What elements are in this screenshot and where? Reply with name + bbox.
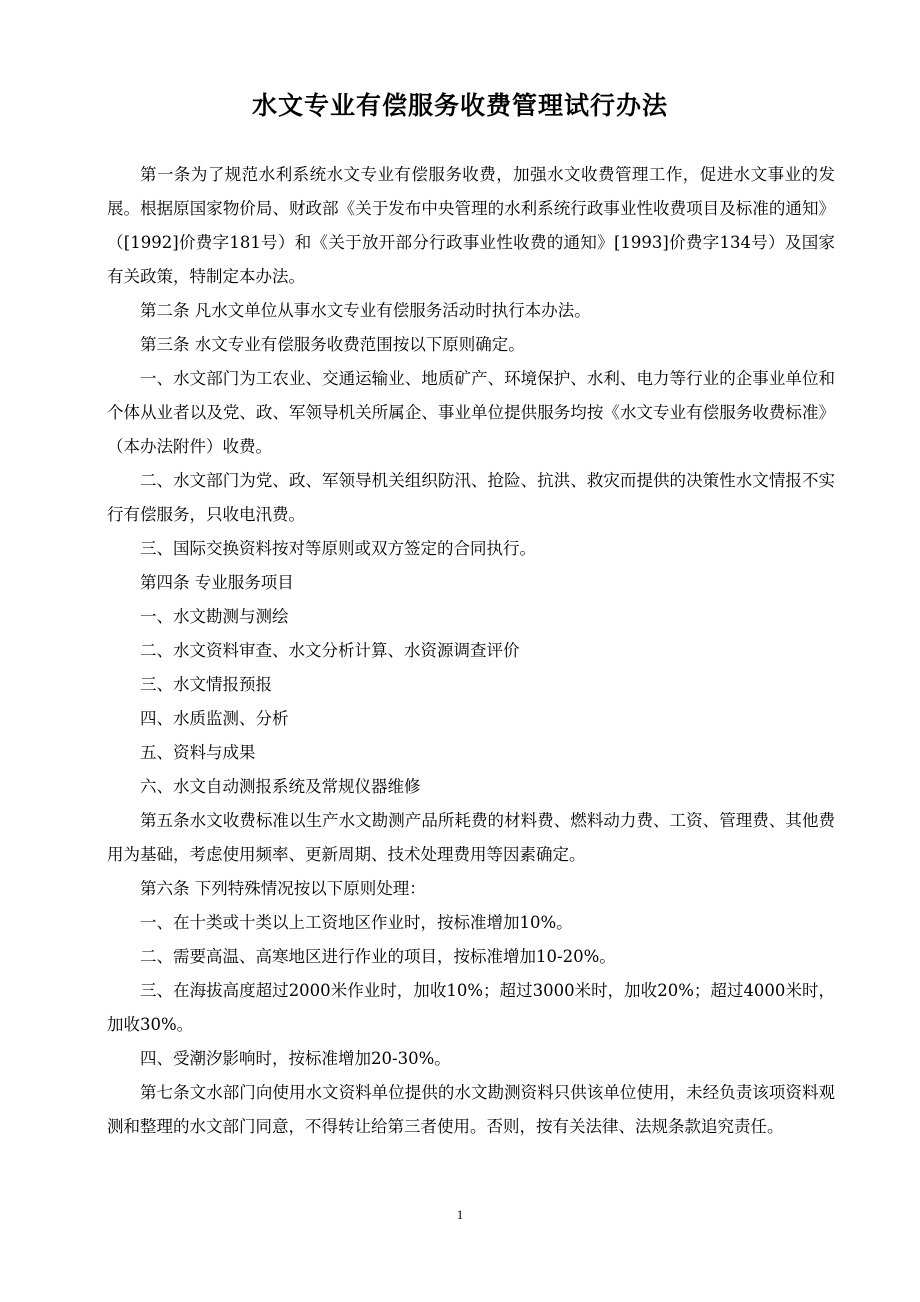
paragraph-article-3-item-3: 三、国际交换资料按对等原则或双方签定的合同执行。: [140, 539, 536, 558]
paragraph-article-4-item-4: 四、水质监测、分析: [140, 709, 289, 728]
paragraph-article-6: 第六条 下列特殊情况按以下原则处理：: [140, 879, 426, 898]
paragraph-article-6-item-3: 三、在海拔高度超过2000米作业时，加收10%；超过3000米时，加收20%；超过4000米时，加收30%。: [107, 981, 835, 1034]
paragraph-article-3-item-1: 一、水文部门为工农业、交通运输业、地质矿产、环境保护、水利、电力等行业的企事业单位和个体从业者以及党、政、军领导机关所属企、事业单位提供服务均按《水文专业有偿服务收费标准》（本办法附件）收费。: [107, 369, 835, 456]
paragraph-article-6-item-1: 一、在十类或十类以上工资地区作业时，按标准增加10%。: [140, 913, 573, 932]
paragraph-article-4-item-5: 五、资料与成果: [140, 743, 256, 762]
paragraph-article-4-item-2: 二、水文资料审查、水文分析计算、水资源调查评价: [140, 641, 520, 660]
paragraph-article-4-item-1: 一、水文勘测与测绘: [140, 607, 289, 626]
paragraph-article-6-item-2: 二、需要高温、高寒地区进行作业的项目，按标准增加10-20%。: [140, 947, 616, 966]
paragraph-article-1: 第一条为了规范水利系统水文专业有偿服务收费，加强水文收费管理工作，促进水文事业的发展。根据原国家物价局、财政部《关于发布中央管理的水利系统行政事业性收费项目及标准的通知》（[1992]价费字181号）和《关于放开部分行政事业性收费的通知》[1993]价费字134号）及国家有关政策，特制定本办法。: [107, 165, 835, 286]
document-title: 水文专业有偿服务收费管理试行办法: [251, 91, 668, 120]
paragraph-article-3: 第三条 水文专业有偿服务收费范围按以下原则确定。: [140, 335, 525, 354]
page-number: 1: [456, 1207, 464, 1222]
paragraph-article-7: 第七条文水部门向使用水文资料单位提供的水文勘测资料只供该单位使用，未经负责该项资料观测和整理的水文部门同意，不得转让给第三者使用。否则，按有关法律、法规条款追究责任。: [107, 1083, 835, 1136]
paragraph-article-3-item-2: 二、水文部门为党、政、军领导机关组织防汛、抢险、抗洪、救灾而提供的决策性水文情报不实行有偿服务，只收电汛费。: [107, 471, 835, 524]
paragraph-article-2: 第二条 凡水文单位从事水文专业有偿服务活动时执行本办法。: [140, 301, 591, 320]
paragraph-article-6-item-4: 四、受潮汐影响时，按标准增加20-30%。: [140, 1049, 451, 1068]
document-body: [107, 158, 835, 1144]
paragraph-article-4-item-6: 六、水文自动测报系统及常规仪器维修: [140, 777, 421, 796]
paragraph-article-5: 第五条水文收费标准以生产水文勘测产品所耗费的材料费、燃料动力费、工资、管理费、其他费用为基础，考虑使用频率、更新周期、技术处理费用等因素确定。: [107, 811, 835, 864]
paragraph-article-4-item-3: 三、水文情报预报: [140, 675, 272, 694]
paragraph-article-4: 第四条 专业服务项目: [140, 573, 294, 592]
